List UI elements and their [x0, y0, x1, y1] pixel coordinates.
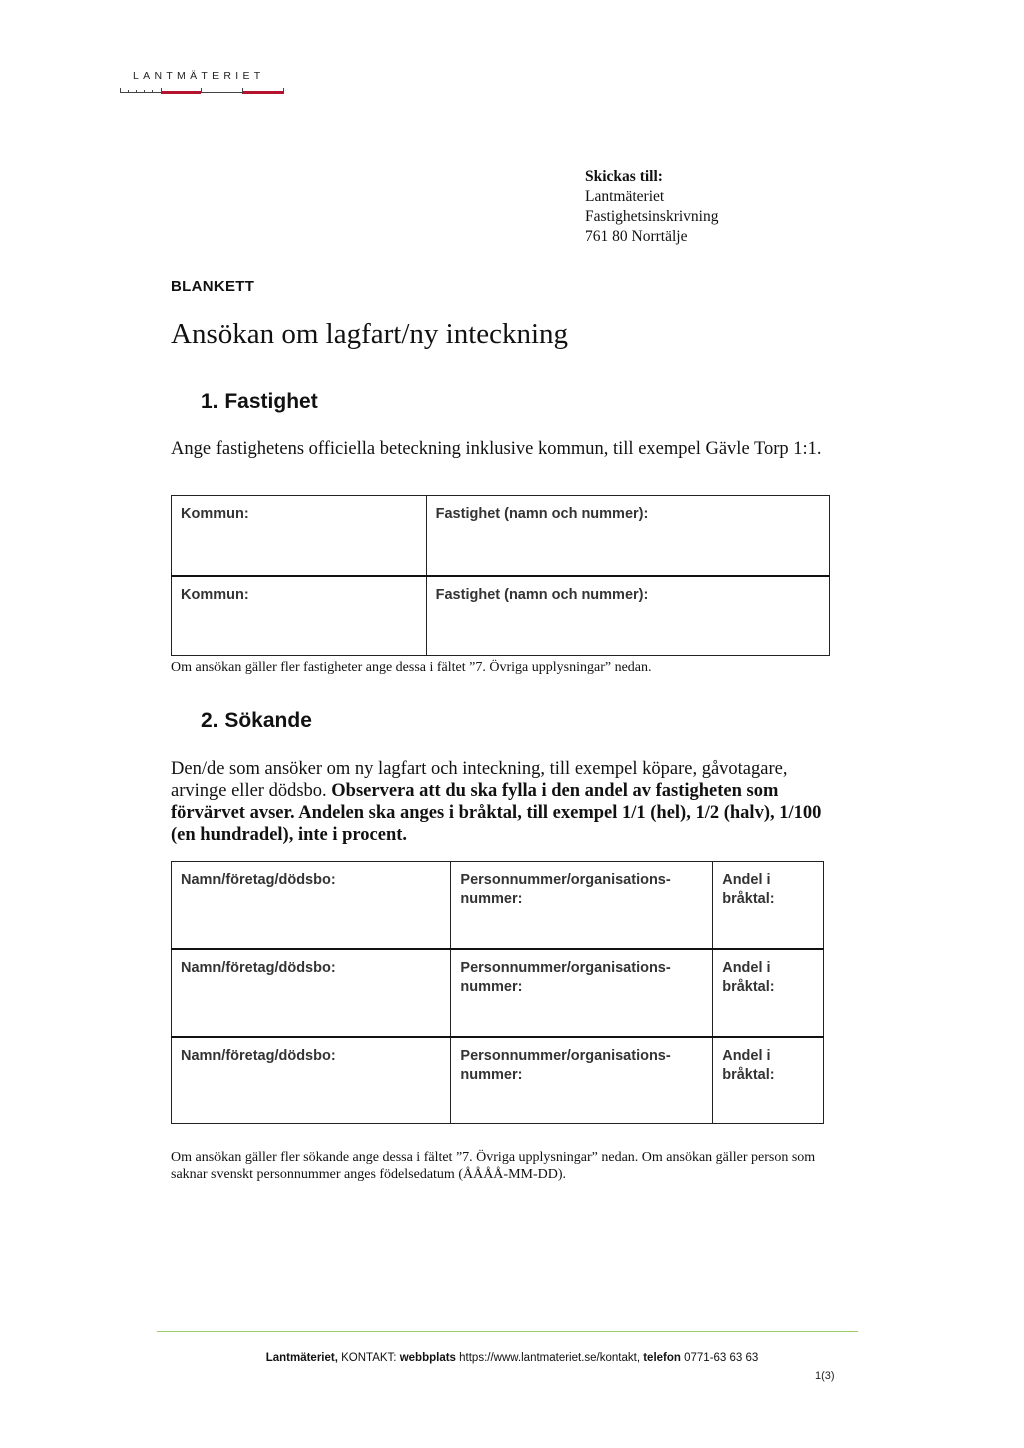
- description-text: Den/de som ansöker om ny lagfart och inteckning, till exempel köpare, gåvotagare, arvinge eller dödsbo.: [171, 759, 788, 801]
- field-label: Namn/företag/dödsbo:: [181, 1048, 336, 1064]
- section-description: [171, 758, 836, 846]
- table-row: [172, 862, 824, 950]
- logo-scale-bar: [120, 88, 284, 94]
- recipient-address: [585, 167, 718, 247]
- field-label: Andel i bråktal:: [722, 872, 775, 907]
- personnummer-field[interactable]: [451, 1037, 713, 1124]
- logo-wordmark: LANTMÄTERIET: [133, 70, 265, 82]
- footer-divider: [157, 1331, 858, 1332]
- address-line: 761 80 Norrtälje: [585, 228, 688, 245]
- footer-web-label: webbplats: [399, 1352, 456, 1364]
- section-heading-fastighet: 1. Fastighet: [201, 390, 318, 413]
- footer-org: Lantmäteriet,: [265, 1352, 338, 1364]
- footer-phone-label: telefon: [643, 1352, 681, 1364]
- share-field[interactable]: [713, 949, 824, 1037]
- address-line: Fastighetsinskrivning: [585, 208, 719, 225]
- section-note: Om ansökan gäller fler sökande ange dessa i fältet ”7. Övriga upplysningar” nedan. Om ansökan gäller person som saknar svenskt personnummer anges födelsedatum (ÅÅÅÅ-MM-DD).: [171, 1150, 816, 1182]
- footer-phone: 0771-63 63 63: [680, 1352, 759, 1364]
- fastighet-field[interactable]: [426, 496, 829, 577]
- address-heading: Skickas till:: [585, 168, 663, 185]
- description-emphasis: Observera att du ska fylla i den andel av fastigheten som förvärvet avser. Andelen ska anges i bråktal, till exempel 1/1 (hel), 1/2 (halv), 1/100 (en hundradel), inte i procent.: [171, 781, 822, 845]
- kommun-field[interactable]: [172, 496, 427, 577]
- footer-contact-label: KONTAKT:: [337, 1352, 400, 1364]
- page-number: 1(3): [815, 1370, 835, 1382]
- section-heading-sokande: 2. Sökande: [201, 709, 312, 732]
- page-title: Ansökan om lagfart/ny inteckning: [171, 318, 569, 350]
- field-label: Fastighet (namn och nummer):: [435, 587, 649, 603]
- applicant-table: [171, 861, 824, 1124]
- field-label: Namn/företag/dödsbo:: [181, 872, 336, 888]
- personnummer-field[interactable]: [451, 949, 713, 1037]
- table-row: [172, 496, 830, 577]
- field-label: Andel i bråktal:: [722, 1048, 775, 1083]
- fastighet-field[interactable]: [426, 576, 829, 656]
- footer-contact: [0, 1352, 1024, 1364]
- field-label: Namn/företag/dödsbo:: [181, 960, 336, 976]
- section-note: Om ansökan gäller fler fastigheter ange dessa i fältet ”7. Övriga upplysningar” nedan.: [171, 660, 652, 675]
- lantmateriet-logo: [120, 70, 284, 94]
- field-label: Kommun:: [181, 587, 249, 603]
- field-label: Personnummer/organisations-nummer:: [460, 872, 671, 907]
- field-label: Personnummer/organisations-nummer:: [460, 960, 671, 995]
- field-label: Personnummer/organisations-nummer:: [460, 1048, 671, 1083]
- field-label: Kommun:: [181, 506, 249, 522]
- section-description: Ange fastighetens officiella beteckning inklusive kommun, till exempel Gävle Torp 1:1.: [171, 439, 822, 459]
- table-row: [172, 576, 830, 656]
- name-field[interactable]: [172, 862, 451, 950]
- table-row: [172, 949, 824, 1037]
- property-table: [171, 495, 830, 656]
- share-field[interactable]: [713, 1037, 824, 1124]
- field-label: Fastighet (namn och nummer):: [435, 506, 649, 522]
- personnummer-field[interactable]: [451, 862, 713, 950]
- kommun-field[interactable]: [172, 576, 427, 656]
- footer-web-url[interactable]: https://www.lantmateriet.se/kontakt,: [455, 1352, 644, 1364]
- field-label: Andel i bråktal:: [722, 960, 775, 995]
- share-field[interactable]: [713, 862, 824, 950]
- address-line: Lantmäteriet: [585, 188, 665, 205]
- doc-type-label: BLANKETT: [171, 278, 255, 295]
- name-field[interactable]: [172, 1037, 451, 1124]
- table-row: [172, 1037, 824, 1124]
- name-field[interactable]: [172, 949, 451, 1037]
